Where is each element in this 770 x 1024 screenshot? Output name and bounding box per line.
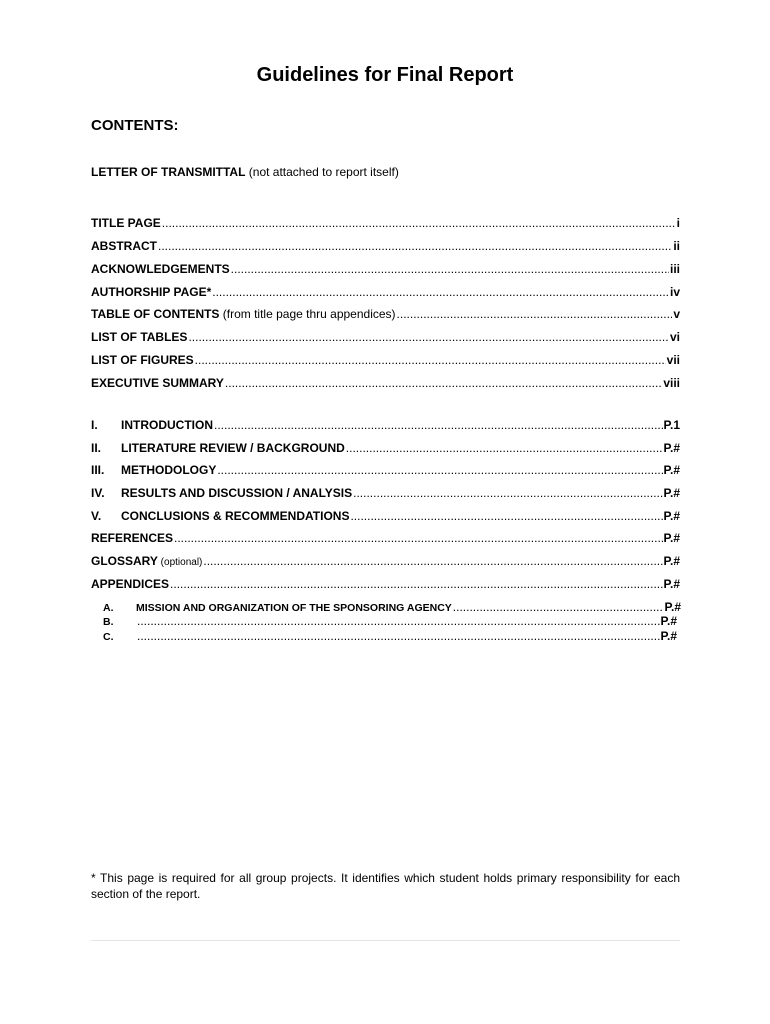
toc-label-optional: (optional) [157, 557, 203, 568]
toc-label-note: (from title page thru appendices) [219, 307, 396, 321]
toc-row-table-of-contents [91, 307, 680, 323]
transmittal-line [91, 165, 399, 179]
toc-leader [231, 262, 669, 276]
toc-label [91, 307, 396, 321]
toc-leader [170, 577, 663, 591]
toc-row-executive-summary [91, 376, 680, 392]
toc-row-references [91, 531, 680, 547]
toc-leader [353, 486, 662, 500]
toc-row-results-discussion [91, 486, 680, 502]
toc-page: P.# [663, 509, 680, 523]
toc-page: P.# [663, 486, 680, 500]
toc-leader [214, 418, 663, 432]
toc-label: TITLE PAGE [91, 216, 161, 230]
toc-page: iv [669, 285, 680, 299]
toc-label: ABSTRACT [91, 239, 157, 253]
appendix-page: P.# [660, 614, 677, 628]
toc-number: III. [91, 463, 105, 477]
toc-row-appendices [91, 577, 680, 593]
toc-number: V. [91, 509, 102, 523]
toc-label: APPENDICES [91, 577, 170, 591]
toc-page: P.# [663, 441, 680, 455]
appendix-row-b [103, 614, 677, 628]
transmittal-note: (not attached to report itself) [245, 165, 399, 179]
toc-label-text: GLOSSARY [91, 554, 158, 568]
toc-page: iii [669, 262, 680, 276]
toc-page: P.# [663, 531, 680, 545]
toc-page: i [676, 216, 680, 230]
toc-row-list-of-tables [91, 330, 680, 346]
toc-leader [350, 509, 662, 523]
toc-leader [195, 353, 666, 367]
toc-row-methodology [91, 463, 680, 479]
toc-page: P.1 [663, 418, 680, 432]
toc-label: LIST OF TABLES [91, 330, 188, 344]
toc-page: ii [673, 239, 680, 253]
authorship-footnote: * This page is required for all group projects. It identifies which student holds primary responsibility for each section of the report. [91, 871, 680, 901]
appendix-row-c [103, 629, 677, 643]
toc-row-conclusions [91, 509, 680, 525]
toc-row-abstract [91, 239, 680, 255]
toc-row-list-of-figures [91, 353, 680, 369]
toc-leader [137, 614, 660, 628]
toc-leader [162, 216, 676, 230]
appendix-letter: B. [103, 616, 114, 628]
toc-label: LITERATURE REVIEW / BACKGROUND [121, 441, 345, 455]
toc-page: viii [663, 376, 680, 390]
toc-label-text: TABLE OF CONTENTS [91, 307, 220, 321]
toc-label: CONCLUSIONS & RECOMMENDATIONS [121, 509, 350, 523]
appendix-row-a [103, 600, 681, 614]
toc-page: P.# [663, 463, 680, 477]
transmittal-label: LETTER OF TRANSMITTAL [91, 165, 246, 179]
toc-row-introduction [91, 418, 680, 434]
toc-page: vi [669, 330, 680, 344]
toc-row-literature-review [91, 441, 680, 457]
page-footer-rule [91, 940, 680, 941]
toc-label: REFERENCES [91, 531, 174, 545]
toc-leader [174, 531, 663, 545]
toc-row-acknowledgements [91, 262, 680, 278]
toc-leader [225, 376, 662, 390]
toc-page: v [673, 307, 680, 321]
toc-label: METHODOLOGY [121, 463, 217, 477]
toc-label: LIST OF FIGURES [91, 353, 194, 367]
toc-leader [346, 441, 663, 455]
toc-leader [137, 629, 660, 643]
appendix-page: P.# [660, 629, 677, 643]
contents-heading: CONTENTS: [91, 117, 179, 134]
appendix-letter: C. [103, 631, 114, 643]
toc-page: vii [666, 353, 680, 367]
toc-label: RESULTS AND DISCUSSION / ANALYSIS [121, 486, 353, 500]
toc-label: ACKNOWLEDGEMENTS [91, 262, 230, 276]
toc-leader [203, 554, 662, 568]
toc-leader [217, 463, 662, 477]
appendix-letter: A. [103, 602, 114, 614]
toc-number: II. [91, 441, 102, 455]
toc-leader [453, 600, 664, 614]
document-title: Guidelines for Final Report [256, 64, 514, 86]
toc-label: AUTHORSHIP PAGE* [91, 285, 212, 299]
toc-number: I. [91, 418, 98, 432]
toc-label: INTRODUCTION [121, 418, 213, 432]
toc-leader [397, 307, 673, 321]
toc-leader [158, 239, 672, 253]
toc-row-authorship-page [91, 285, 680, 301]
appendix-label: MISSION AND ORGANIZATION OF THE SPONSORING AGENCY [136, 602, 452, 614]
toc-label [91, 554, 202, 568]
toc-row-title-page [91, 216, 680, 232]
toc-label: EXECUTIVE SUMMARY [91, 376, 224, 390]
toc-leader [188, 330, 669, 344]
toc-row-glossary [91, 554, 680, 570]
appendix-page: P.# [664, 600, 681, 614]
toc-number: IV. [91, 486, 105, 500]
toc-leader [212, 285, 669, 299]
toc-page: P.# [663, 577, 680, 591]
toc-page: P.# [663, 554, 680, 568]
